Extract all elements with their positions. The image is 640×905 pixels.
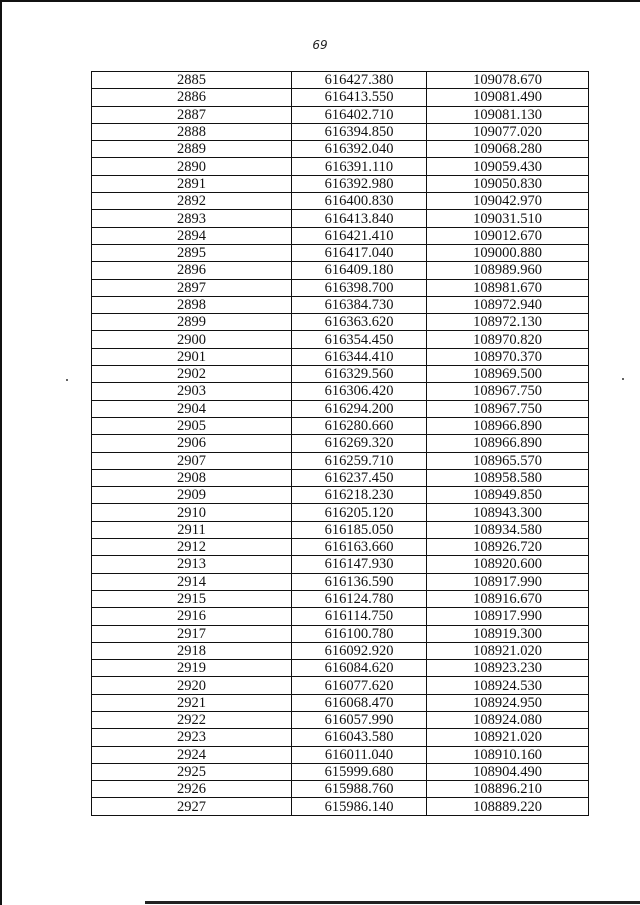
y-coordinate-cell: 108926.720	[427, 539, 589, 556]
x-coordinate-cell: 616329.560	[292, 366, 427, 383]
point-number-cell: 2927	[92, 798, 292, 815]
table-row	[92, 642, 589, 659]
point-number-cell: 2923	[92, 729, 292, 746]
x-coordinate-cell: 616237.450	[292, 469, 427, 486]
y-coordinate-cell: 108920.600	[427, 556, 589, 573]
scan-edge-bottom	[145, 901, 640, 904]
y-coordinate-cell: 108917.990	[427, 608, 589, 625]
point-number-cell: 2914	[92, 573, 292, 590]
point-number-cell: 2921	[92, 694, 292, 711]
x-coordinate-cell: 616100.780	[292, 625, 427, 642]
point-number-cell: 2902	[92, 366, 292, 383]
x-coordinate-cell: 616398.700	[292, 279, 427, 296]
y-coordinate-cell: 108917.990	[427, 573, 589, 590]
table-row	[92, 366, 589, 383]
table-row	[92, 72, 589, 89]
y-coordinate-cell: 109000.880	[427, 244, 589, 261]
x-coordinate-cell: 616136.590	[292, 573, 427, 590]
table-row	[92, 625, 589, 642]
y-coordinate-cell: 109059.430	[427, 158, 589, 175]
point-number-cell: 2911	[92, 521, 292, 538]
point-number-cell: 2925	[92, 763, 292, 780]
y-coordinate-cell: 108921.020	[427, 729, 589, 746]
x-coordinate-cell: 616218.230	[292, 487, 427, 504]
y-coordinate-cell: 108967.750	[427, 400, 589, 417]
table-row	[92, 141, 589, 158]
coordinates-table-body	[92, 72, 589, 816]
table-row	[92, 383, 589, 400]
point-number-cell: 2895	[92, 244, 292, 261]
x-coordinate-cell: 615988.760	[292, 781, 427, 798]
y-coordinate-cell: 108989.960	[427, 262, 589, 279]
x-coordinate-cell: 616280.660	[292, 417, 427, 434]
table-row	[92, 539, 589, 556]
x-coordinate-cell: 616413.550	[292, 89, 427, 106]
y-coordinate-cell: 108924.080	[427, 711, 589, 728]
point-number-cell: 2908	[92, 469, 292, 486]
table-row	[92, 711, 589, 728]
y-coordinate-cell: 108966.890	[427, 435, 589, 452]
x-coordinate-cell: 616259.710	[292, 452, 427, 469]
point-number-cell: 2904	[92, 400, 292, 417]
table-row	[92, 763, 589, 780]
table-row	[92, 729, 589, 746]
point-number-cell: 2892	[92, 193, 292, 210]
point-number-cell: 2916	[92, 608, 292, 625]
table-row	[92, 469, 589, 486]
point-number-cell: 2919	[92, 660, 292, 677]
table-row	[92, 227, 589, 244]
x-coordinate-cell: 616354.450	[292, 331, 427, 348]
x-coordinate-cell: 616269.320	[292, 435, 427, 452]
point-number-cell: 2889	[92, 141, 292, 158]
y-coordinate-cell: 108934.580	[427, 521, 589, 538]
point-number-cell: 2909	[92, 487, 292, 504]
y-coordinate-cell: 108921.020	[427, 642, 589, 659]
point-number-cell: 2894	[92, 227, 292, 244]
x-coordinate-cell: 616043.580	[292, 729, 427, 746]
y-coordinate-cell: 108923.230	[427, 660, 589, 677]
x-coordinate-cell: 616384.730	[292, 296, 427, 313]
table-row	[92, 435, 589, 452]
x-coordinate-cell: 616392.040	[292, 141, 427, 158]
scan-edge-left	[0, 0, 2, 905]
table-row	[92, 158, 589, 175]
table-row	[92, 781, 589, 798]
y-coordinate-cell: 108981.670	[427, 279, 589, 296]
x-coordinate-cell: 616092.920	[292, 642, 427, 659]
y-coordinate-cell: 108970.820	[427, 331, 589, 348]
y-coordinate-cell: 108916.670	[427, 590, 589, 607]
point-number-cell: 2903	[92, 383, 292, 400]
point-number-cell: 2915	[92, 590, 292, 607]
x-coordinate-cell: 616413.840	[292, 210, 427, 227]
x-coordinate-cell: 616344.410	[292, 348, 427, 365]
point-number-cell: 2886	[92, 89, 292, 106]
table-row	[92, 89, 589, 106]
x-coordinate-cell: 616163.660	[292, 539, 427, 556]
table-row	[92, 279, 589, 296]
point-number-cell: 2905	[92, 417, 292, 434]
point-number-cell: 2912	[92, 539, 292, 556]
table-row	[92, 452, 589, 469]
x-coordinate-cell: 616084.620	[292, 660, 427, 677]
y-coordinate-cell: 108965.570	[427, 452, 589, 469]
table-row	[92, 660, 589, 677]
y-coordinate-cell: 108919.300	[427, 625, 589, 642]
table-row	[92, 210, 589, 227]
table-row	[92, 106, 589, 123]
point-number-cell: 2893	[92, 210, 292, 227]
y-coordinate-cell: 109012.670	[427, 227, 589, 244]
point-number-cell: 2885	[92, 72, 292, 89]
y-coordinate-cell: 108970.370	[427, 348, 589, 365]
table-row	[92, 417, 589, 434]
table-row	[92, 746, 589, 763]
y-coordinate-cell: 108958.580	[427, 469, 589, 486]
y-coordinate-cell: 108966.890	[427, 417, 589, 434]
x-coordinate-cell: 616294.200	[292, 400, 427, 417]
x-coordinate-cell: 616392.980	[292, 175, 427, 192]
x-coordinate-cell: 616124.780	[292, 590, 427, 607]
y-coordinate-cell: 108943.300	[427, 504, 589, 521]
y-coordinate-cell: 108889.220	[427, 798, 589, 815]
point-number-cell: 2920	[92, 677, 292, 694]
y-coordinate-cell: 108949.850	[427, 487, 589, 504]
point-number-cell: 2898	[92, 296, 292, 313]
point-number-cell: 2897	[92, 279, 292, 296]
point-number-cell: 2887	[92, 106, 292, 123]
x-coordinate-cell: 615999.680	[292, 763, 427, 780]
x-coordinate-cell: 616391.110	[292, 158, 427, 175]
table-row	[92, 487, 589, 504]
scan-speck	[622, 378, 624, 380]
y-coordinate-cell: 108972.940	[427, 296, 589, 313]
table-row	[92, 331, 589, 348]
table-row	[92, 694, 589, 711]
point-number-cell: 2924	[92, 746, 292, 763]
point-number-cell: 2907	[92, 452, 292, 469]
table-row	[92, 175, 589, 192]
x-coordinate-cell: 616363.620	[292, 314, 427, 331]
x-coordinate-cell: 616147.930	[292, 556, 427, 573]
y-coordinate-cell: 109050.830	[427, 175, 589, 192]
page-number: 69	[312, 38, 328, 52]
x-coordinate-cell: 616409.180	[292, 262, 427, 279]
x-coordinate-cell: 616185.050	[292, 521, 427, 538]
x-coordinate-cell: 616306.420	[292, 383, 427, 400]
x-coordinate-cell: 616011.040	[292, 746, 427, 763]
y-coordinate-cell: 108967.750	[427, 383, 589, 400]
point-number-cell: 2891	[92, 175, 292, 192]
x-coordinate-cell: 616394.850	[292, 123, 427, 140]
point-number-cell: 2888	[92, 123, 292, 140]
y-coordinate-cell: 109078.670	[427, 72, 589, 89]
x-coordinate-cell: 616057.990	[292, 711, 427, 728]
table-row	[92, 608, 589, 625]
y-coordinate-cell: 108969.500	[427, 366, 589, 383]
table-row	[92, 123, 589, 140]
point-number-cell: 2890	[92, 158, 292, 175]
y-coordinate-cell: 109042.970	[427, 193, 589, 210]
point-number-cell: 2913	[92, 556, 292, 573]
y-coordinate-cell: 108924.530	[427, 677, 589, 694]
x-coordinate-cell: 616077.620	[292, 677, 427, 694]
y-coordinate-cell: 109031.510	[427, 210, 589, 227]
table-row	[92, 296, 589, 313]
y-coordinate-cell: 109081.130	[427, 106, 589, 123]
table-row	[92, 556, 589, 573]
table-row	[92, 262, 589, 279]
point-number-cell: 2926	[92, 781, 292, 798]
y-coordinate-cell: 108910.160	[427, 746, 589, 763]
table-row	[92, 400, 589, 417]
point-number-cell: 2900	[92, 331, 292, 348]
table-row	[92, 314, 589, 331]
x-coordinate-cell: 616400.830	[292, 193, 427, 210]
point-number-cell: 2899	[92, 314, 292, 331]
point-number-cell: 2906	[92, 435, 292, 452]
point-number-cell: 2896	[92, 262, 292, 279]
table-row	[92, 590, 589, 607]
x-coordinate-cell: 616114.750	[292, 608, 427, 625]
x-coordinate-cell: 616417.040	[292, 244, 427, 261]
x-coordinate-cell: 616205.120	[292, 504, 427, 521]
table-row	[92, 193, 589, 210]
table-row	[92, 521, 589, 538]
x-coordinate-cell: 616421.410	[292, 227, 427, 244]
y-coordinate-cell: 108924.950	[427, 694, 589, 711]
y-coordinate-cell: 108972.130	[427, 314, 589, 331]
point-number-cell: 2901	[92, 348, 292, 365]
coordinates-table	[91, 71, 589, 816]
scan-edge-top	[0, 0, 640, 2]
x-coordinate-cell: 616068.470	[292, 694, 427, 711]
y-coordinate-cell: 108904.490	[427, 763, 589, 780]
x-coordinate-cell: 615986.140	[292, 798, 427, 815]
x-coordinate-cell: 616402.710	[292, 106, 427, 123]
point-number-cell: 2917	[92, 625, 292, 642]
y-coordinate-cell: 109077.020	[427, 123, 589, 140]
table-row	[92, 573, 589, 590]
table-row	[92, 244, 589, 261]
y-coordinate-cell: 109081.490	[427, 89, 589, 106]
point-number-cell: 2910	[92, 504, 292, 521]
y-coordinate-cell: 109068.280	[427, 141, 589, 158]
point-number-cell: 2918	[92, 642, 292, 659]
y-coordinate-cell: 108896.210	[427, 781, 589, 798]
table-row	[92, 798, 589, 815]
table-row	[92, 677, 589, 694]
table-row	[92, 504, 589, 521]
table-row	[92, 348, 589, 365]
point-number-cell: 2922	[92, 711, 292, 728]
x-coordinate-cell: 616427.380	[292, 72, 427, 89]
scan-speck	[66, 379, 68, 381]
